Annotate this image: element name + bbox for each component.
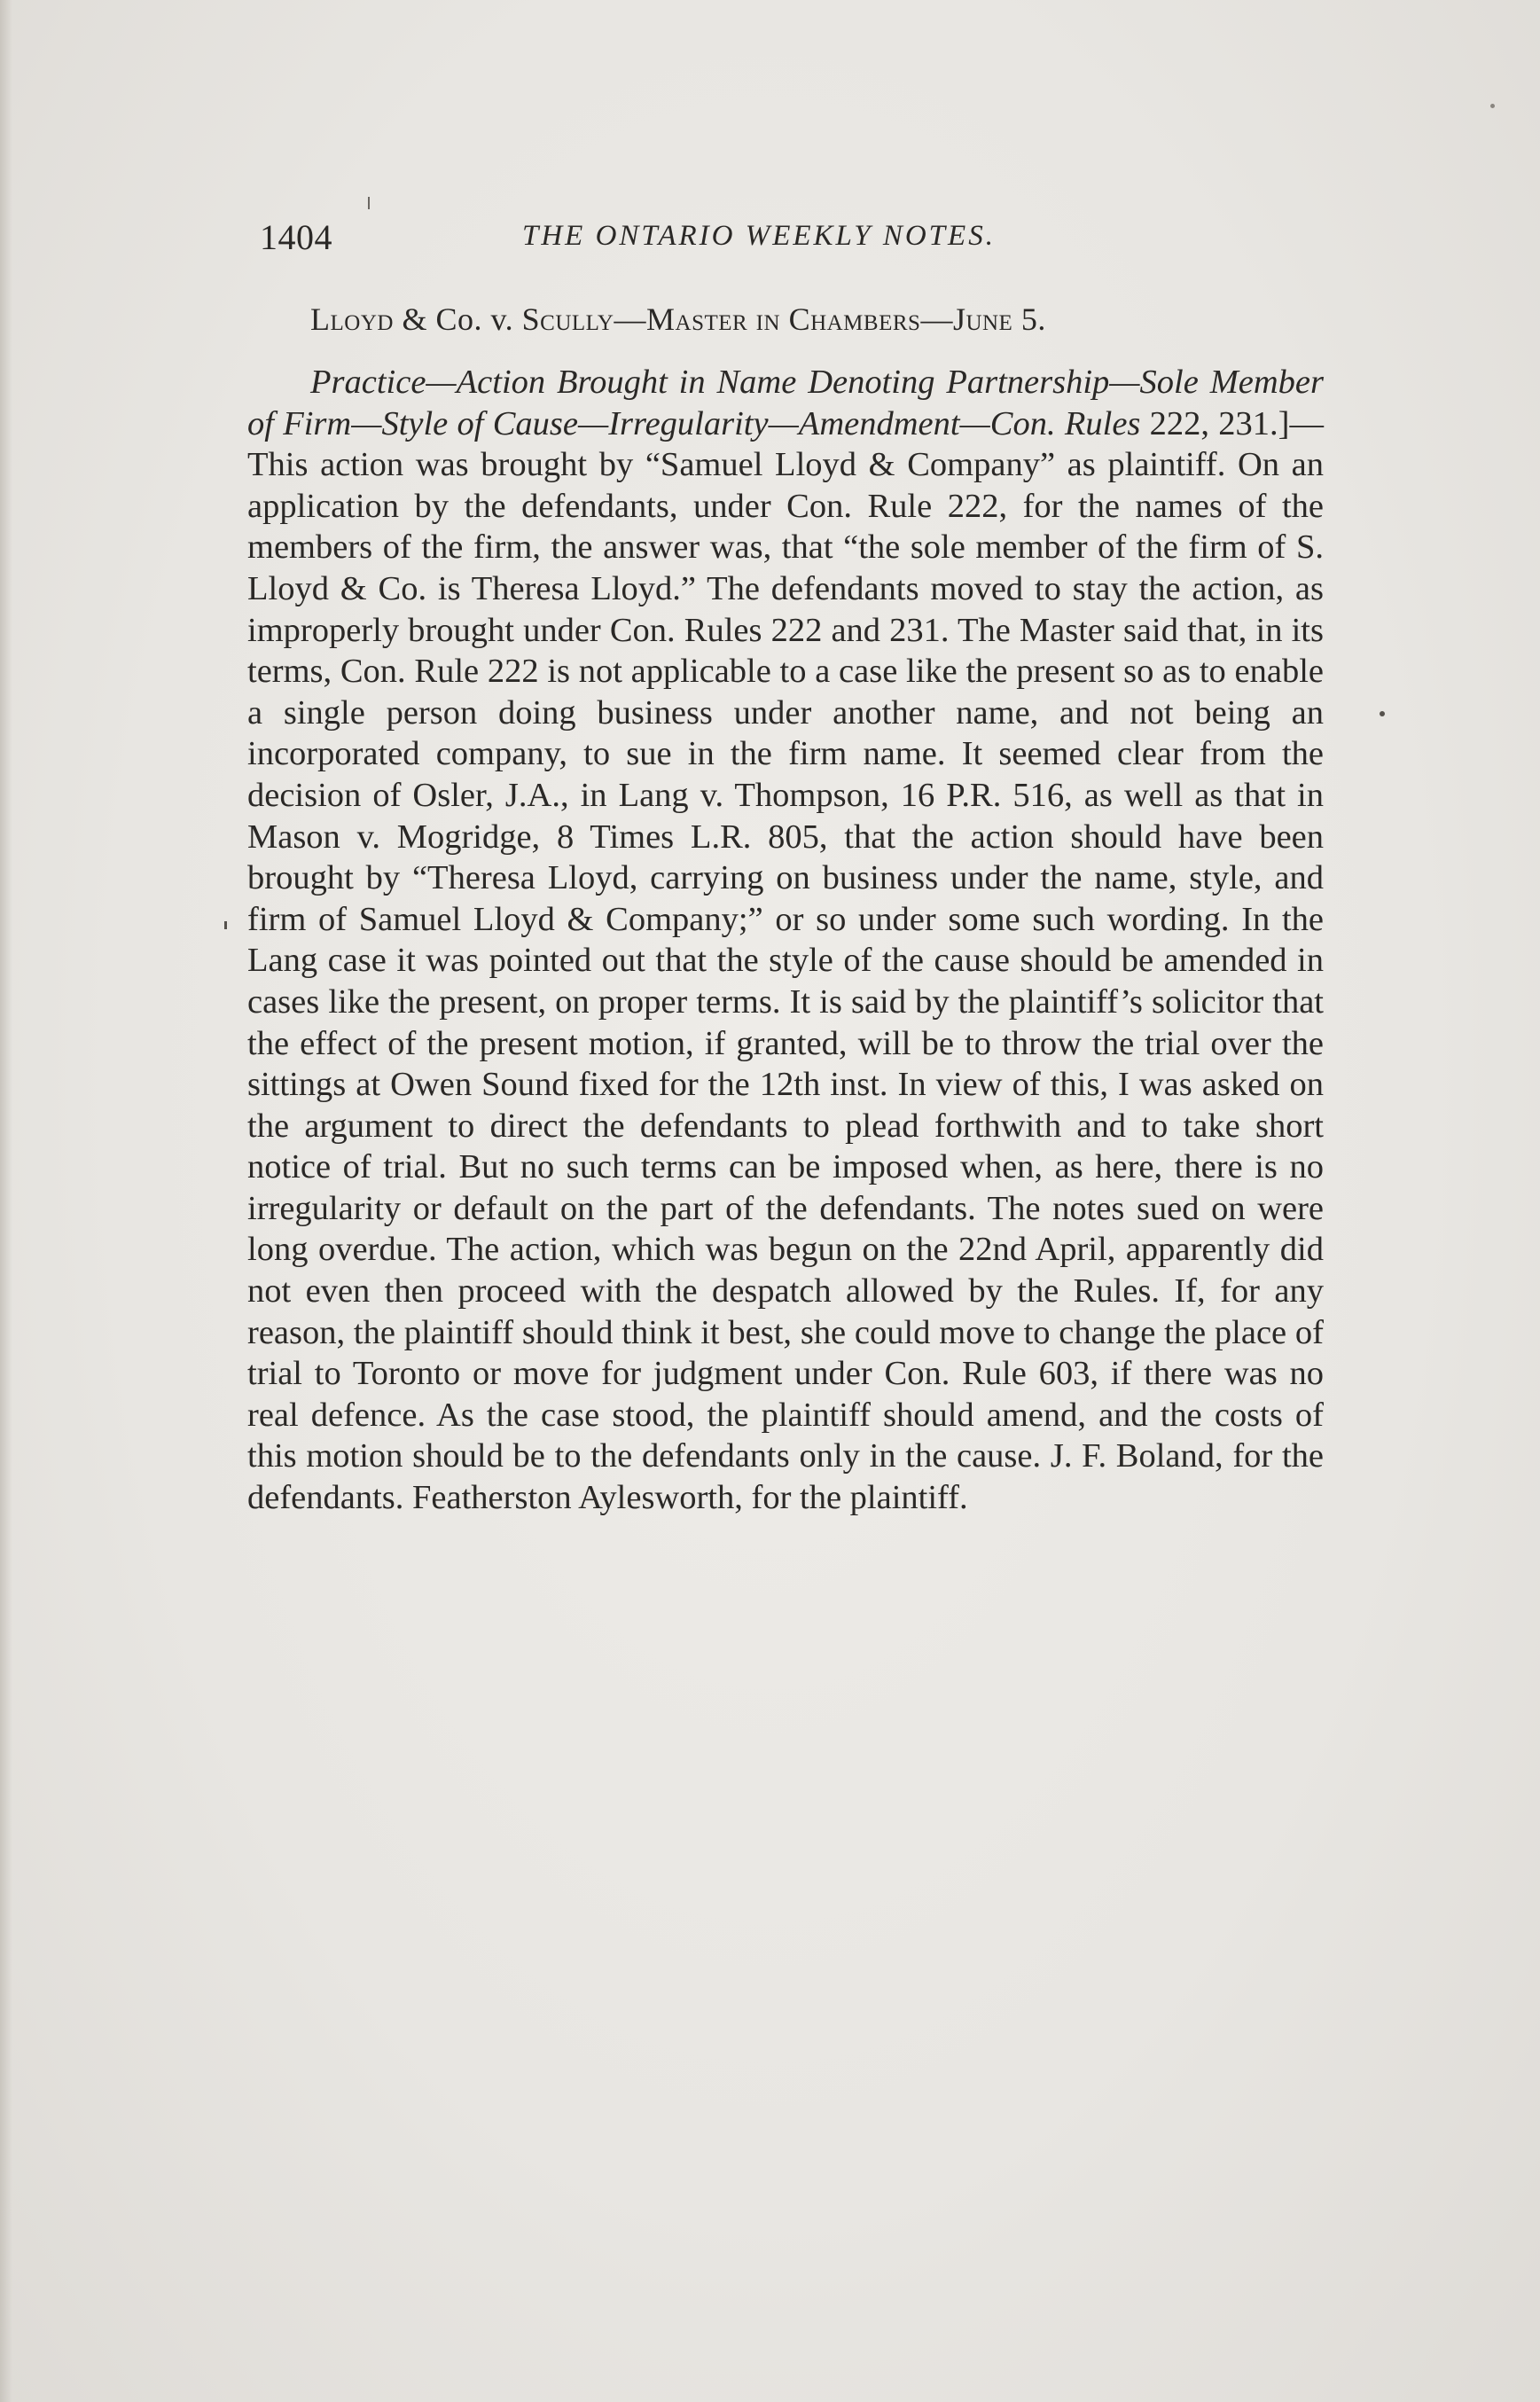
decision-date: June 5. <box>952 301 1046 337</box>
report-text: 222, 231.]—This action was brought by “Samuel Lloyd & Company” as plaintiff. On an application by the defendants, under Con. Rule 222, for the names of the members of the firm, the answer was, that “the sole member of the firm of S. Lloyd & Co. is Theresa Lloyd.” The defendants moved to stay the action, as improperly brought under Con. Rules 222 and 231. The Master said that, in its terms, Con. Rule 222 is not applicable to a case like the present so as to enable a single person doing business under another name, and not being an incorporated company, to sue in the firm name. It seemed clear from the decision of Osler, J.A., in Lang v. Thompson, 16 P.R. 516, as well as that in Mason v. Mogridge, 8 Times L.R. 805, that the action should have been brought by “Theresa Lloyd, carrying on business under the name, style, and firm of Samuel Lloyd & Company;” or so under some such wording. In the Lang case it was pointed out that the style of the cause should be amended in cases like the present, on proper terms. It is said by the plaintiff’s solicitor that the effect of the present motion, if granted, will be to throw the trial over the sittings at Owen Sound fixed for the 12th inst. In view of this, I was asked on the argument to direct the defendants to plead forthwith and to take short notice of trial. But no such terms can be imposed when, as here, there is no irregularity or default on the part of the defendants. The notes sued on were long overdue. The action, which was begun on the 22nd April, apparently did not even then proceed with the despatch allowed by the Rules. If, for any reason, the plaintiff should think it best, she could move to change the place of trial to Toronto or move for judgment under Con. Rule 603, if there was no real defence. As the case stood, the plaintiff should amend, and the costs of this motion should be to the defendants only in the cause. J. F. Boland, for the defendants. Featherston Aylesworth, for the plaintiff. <box>247 404 1324 1517</box>
case-title <box>310 301 1046 338</box>
court-name: Master in Chambers <box>646 301 921 337</box>
plaintiff-name: Lloyd <box>310 301 394 337</box>
running-head: THE ONTARIO WEEKLY NOTES. <box>522 220 996 252</box>
title-dash: — <box>920 301 953 337</box>
company-abbrev: Co. <box>435 301 482 337</box>
case-report-paragraph <box>247 362 1324 1519</box>
defendant-name: Scully <box>521 301 614 337</box>
title-dash: — <box>614 301 646 337</box>
ink-speck <box>368 197 370 209</box>
ink-speck <box>1380 711 1385 716</box>
ink-speck <box>1490 104 1495 108</box>
page-edge-shadow <box>0 0 12 2402</box>
ink-speck <box>224 921 227 929</box>
headnote: Practice—Action Brought in Name Denoting Partnership—Sole Member of Firm—Style of Cause—Irregularity—Amendment—Con. Rules <box>247 364 1324 442</box>
page-header <box>260 216 1324 261</box>
page-number: 1404 <box>260 217 332 257</box>
ampersand: & <box>393 301 436 337</box>
versus: v. <box>481 301 522 337</box>
